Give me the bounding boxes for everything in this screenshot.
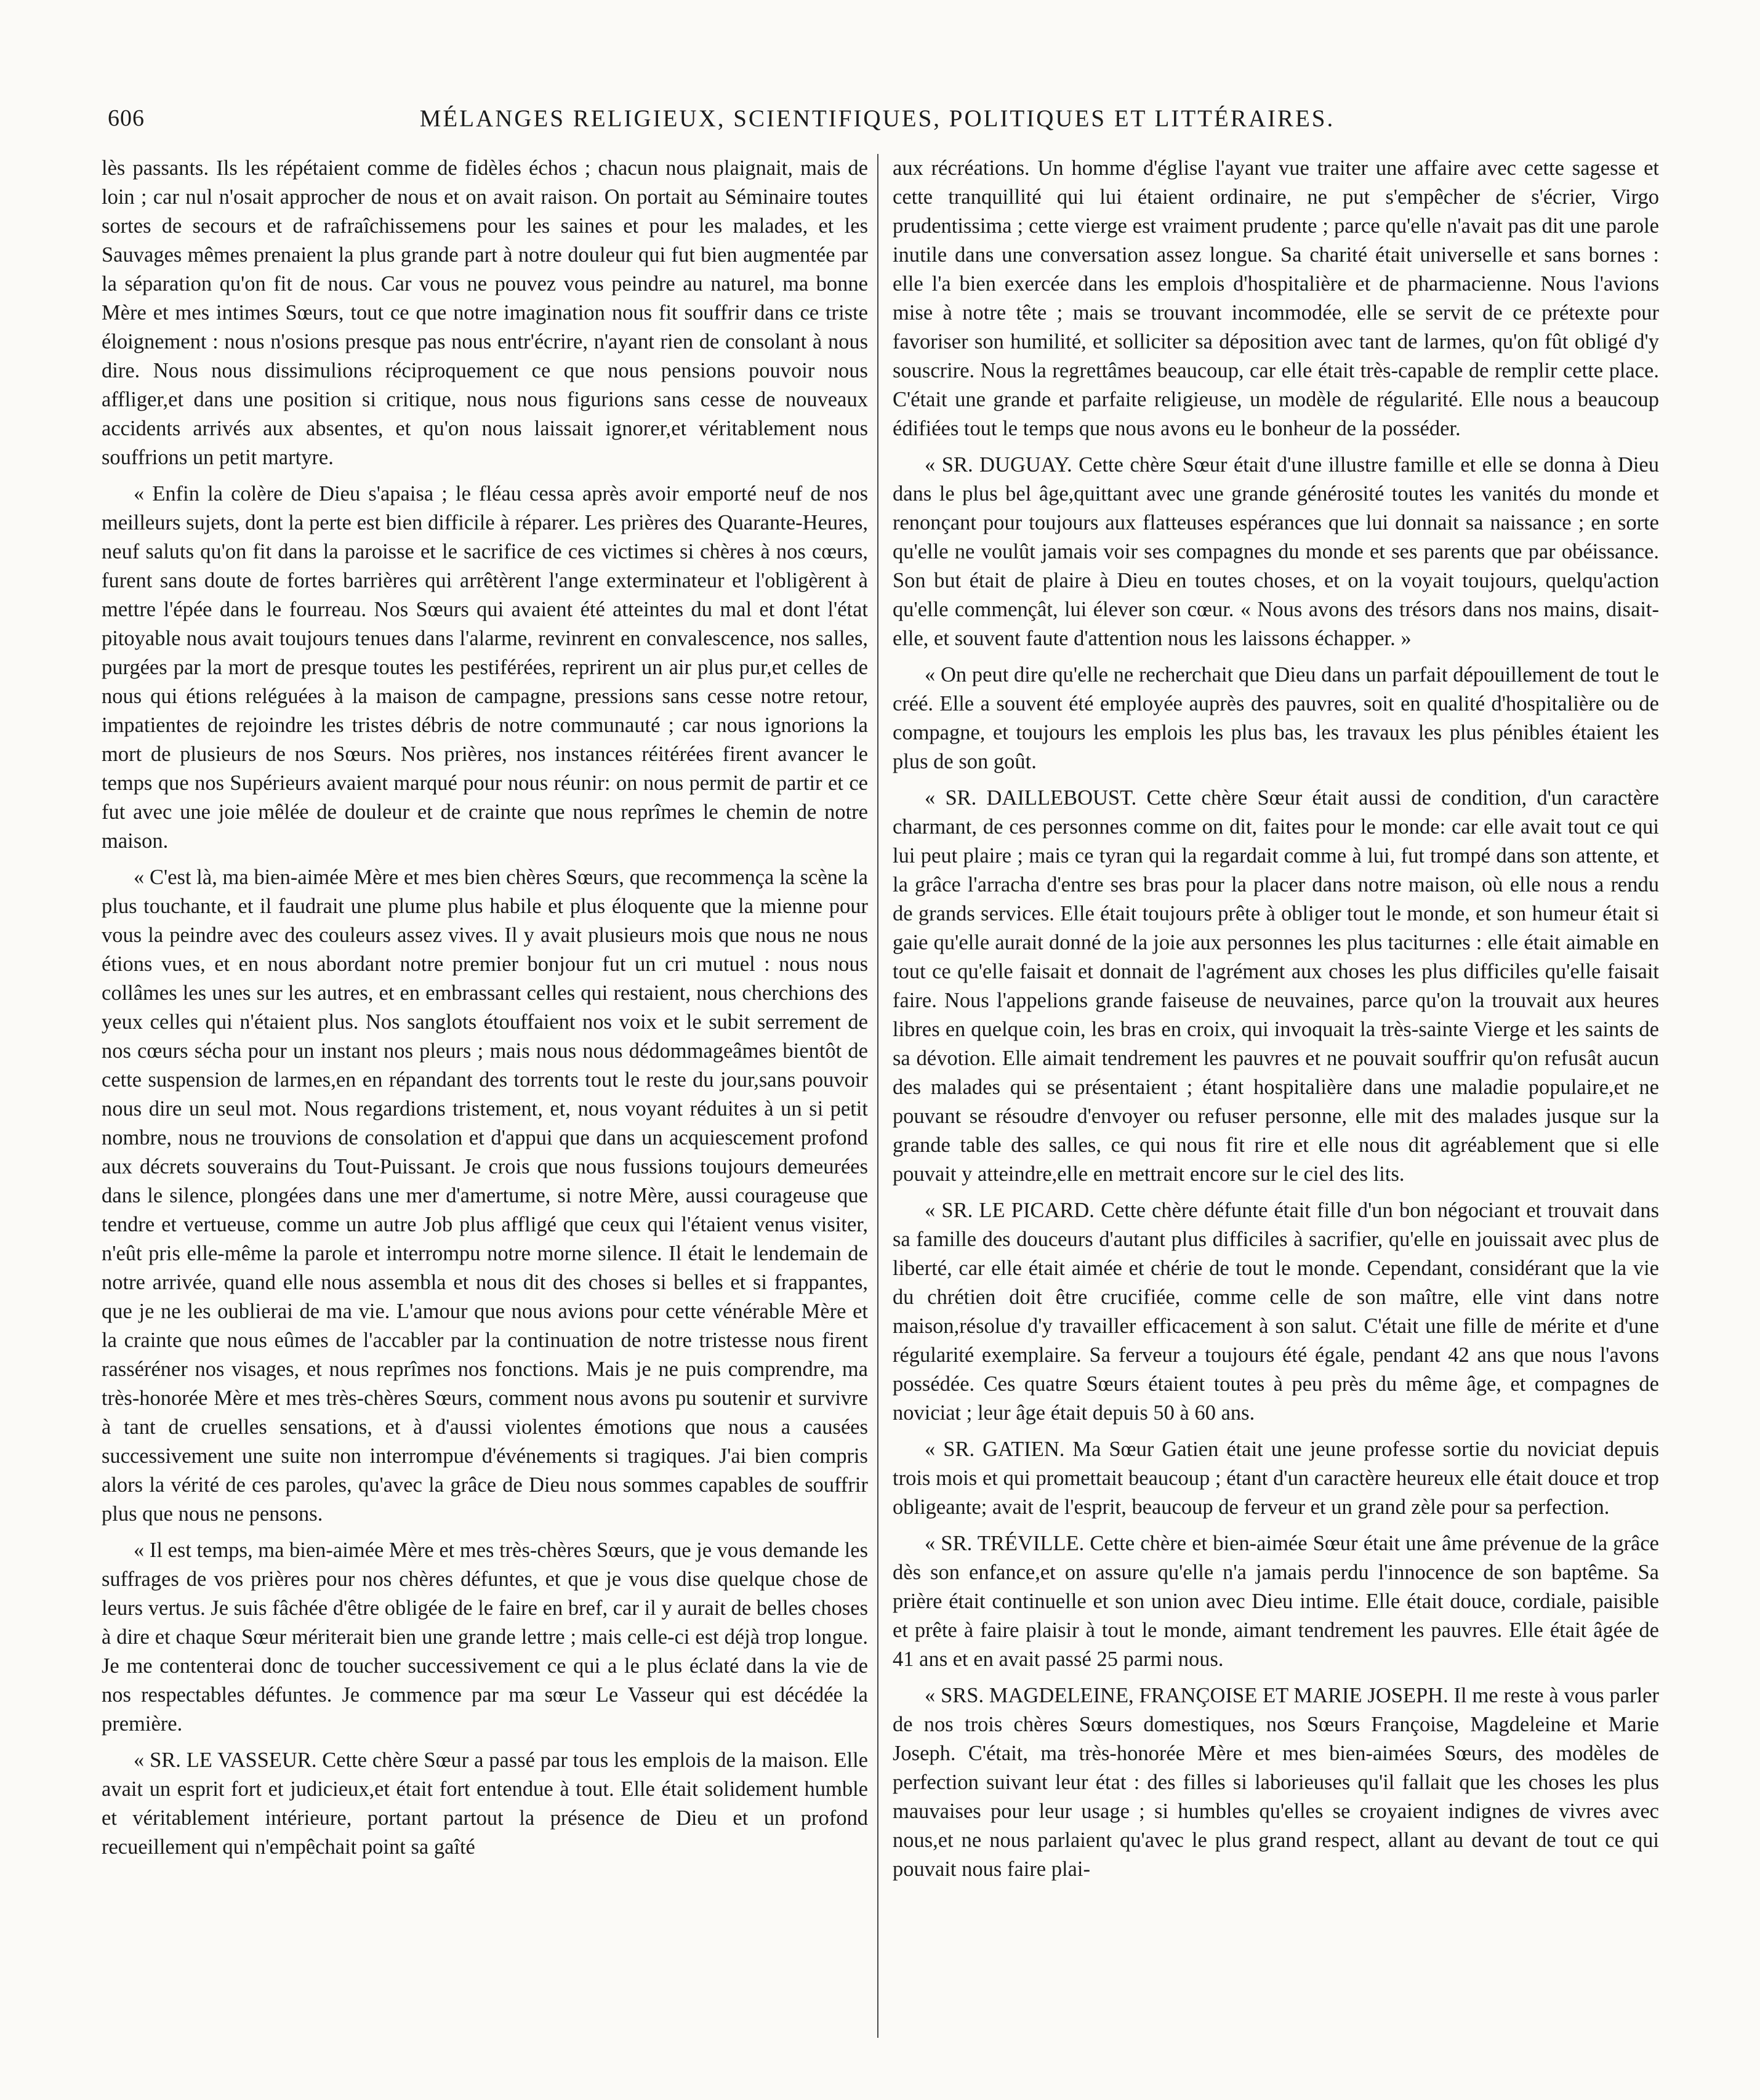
paragraph: « Enfin la colère de Dieu s'apaisa ; le fléau cessa après avoir emporté neuf de nos meilleurs sujets, dont la perte est bien difficile à réparer. Les prières des Quarante-Heures, neuf saluts qu'on fit dans la paroisse et le sacrifice de ces victimes si chères à nos cœurs, furent sans doute de fortes barrières qui arrêtèrent l'ange exterminateur et l'obligèrent à mettre l'épée dans le fourreau. Nos Sœurs qui avaient été atteintes du mal et dont l'état pitoyable nous avait toujours tenues dans l'alarme, revinrent en convalescence, nos salles, purgées par la mort de presque toutes les pestiférées, reprirent un air plus pur,et celles de nous qui étions reléguées à la maison de campagne, pressions sans cesse notre retour, impatientes de rejoindre les tristes débris de notre communauté ; car nous ignorions la mort de plusieurs de nos Sœurs. Nos prières, nos instances réitérées firent avancer le temps que nos Supérieurs avaient marqué pour nous réunir: on nous permit de partir et ce fut avec une joie mêlée de douleur et de crainte que nous reprîmes le chemin de notre maison.: [102, 482, 868, 853]
paragraph: lès passants. Ils les répétaient comme de fidèles échos ; chacun nous plaignait, mais de loin ; car nul n'osait approcher de nous et on avait raison. On portait au Séminaire toutes sortes de secours et de rafraîchissemens pour les saines et pour les malades, et les Sauvages mêmes prenaient la plus grande part à notre douleur qui fut bien augmentée par la séparation qu'on fit de nous. Car vous ne pouvez vous peindre au naturel, ma bonne Mère et mes intimes Sœurs, tout ce que notre imagination nous fit souffrir dans ce triste éloignement : nous n'osions presque pas nous entr'écrire, n'ayant rien de consolant à nous dire. Nous nous dissimulions réciproquement ce que nous pensions pouvoir nous affliger,et dans une position si critique, nous nous figurions sans cesse de nouveaux accidents arrivés aux absentes, et qu'on nous laissait ignorer,et véritablement nous souffrions un petit martyre.: [102, 156, 868, 469]
paragraph: « SR. LE PICARD. Cette chère défunte était fille d'un bon négociant et trouvait dans sa famille des douceurs d'autant plus difficiles à sacrifier, qu'elle en jouissait avec plus de liberté, car elle était aimée et chérie de tout le monde. Cependant, considérant que la vie du chrétien doit être crucifiée, comme celle de son maître, elle vint dans notre maison,résolue d'y travailler efficacement à son salut. C'était une fille de mérite et d'une régularité exemplaire. Sa ferveur a toujours été égale, pendant 42 ans que nous l'avons possédée. Ces quatre Sœurs étaient toutes à peu près du même âge, et compagnes de noviciat ; leur âge était depuis 50 à 60 ans.: [893, 1199, 1659, 1425]
paragraph: « Il est temps, ma bien-aimée Mère et mes très-chères Sœurs, que je vous demande les suffrages de vos prières pour nos chères défuntes, et que je vous dise quelque chose de leurs vertus. Je suis fâchée d'être obligée de le faire en bref, car il y aurait de belles choses à dire et chaque Sœur mériterait bien une grande lettre ; mais celle-ci est déjà trop longue. Je me contenterai donc de toucher successivement ce qui a le plus éclaté dans la vie de nos respectables défuntes. Je commence par ma sœur Le Vasseur qui est décédée la première.: [102, 1539, 868, 1736]
column-divider: [877, 154, 878, 2038]
running-title: MÉLANGES RELIGIEUX, SCIENTIFIQUES, POLITIQUES ET LITTÉRAIRES.: [419, 105, 1335, 132]
paragraph: « SR. GATIEN. Ma Sœur Gatien était une jeune professe sortie du noviciat depuis trois mois et qui promettait beaucoup ; étant d'un caractère heureux elle était douce et trop obligeante; avait de l'esprit, beaucoup de ferveur et un grand zèle pour sa perfection.: [893, 1438, 1659, 1519]
page-header: [108, 105, 1647, 148]
page-number: 606: [108, 105, 145, 131]
paragraph: « SR. DAILLEBOUST. Cette chère Sœur était aussi de condition, d'un caractère charmant, de ces personnes comme on dit, faites pour le monde: car elle avait tout ce qui lui peut plaire ; mais ce tyran qui la regardait comme à lui, fut trompé dans son attente, et la grâce l'arracha d'entre ses bras pour la placer dans notre maison, où elle nous a rendu de grands services. Elle était toujours prête à obliger tout le monde, et son humeur était si gaie qu'elle aurait donné de la joie aux personnes les plus taciturnes : elle était aimable en tout ce qu'elle faisait et donnait de l'agrément aux choses les plus difficiles qu'elle faisait faire. Nous l'appelions grande faiseuse de neuvaines, parce qu'on la trouvait aux heures libres en quelque coin, les bras en croix, qui invoquait la très-sainte Vierge et les saints de sa dévotion. Elle aimait tendrement les pauvres et ne pouvait souffrir qu'on refusât aucun des malades qui se présentaient ; étant hospitalière dans une maladie populaire,et ne pouvant se résoudre d'envoyer ou refuser personne, elle mit des malades jusque sur la grande table des salles, ce qui nous fit rire et elle nous dit agréablement que si elle pouvait y atteindre,elle en mettrait encore sur le ciel des lits.: [893, 786, 1659, 1186]
right-column: [893, 154, 1659, 2062]
paragraph: « SR. TRÉVILLE. Cette chère et bien-aimée Sœur était une âme prévenue de la grâce dès son enfance,et on assure qu'elle n'a jamais perdu l'innocence de son baptême. Sa prière était continuelle et son union avec Dieu intime. Elle était douce, cordiale, paisible et prête à faire plaisir à tout le monde, aimant tendrement les pauvres. Elle était âgée de 41 ans et en avait passé 25 parmi nous.: [893, 1532, 1659, 1671]
paragraph: « SR. DUGUAY. Cette chère Sœur était d'une illustre famille et elle se donna à Dieu dans le plus bel âge,quittant avec une grande générosité toutes les vanités du monde et renonçant pour toujours aux flatteuses espérances que lui donnait sa naissance ; en sorte qu'elle ne voulût jamais voir ses compagnes du monde et ses parents que par obéissance. Son but était de plaire à Dieu en toutes choses, et on la voyait toujours, quelqu'action qu'elle commençât, lui élever son cœur. « Nous avons des trésors dans nos mains, disait-elle, et souvent faute d'attention nous les laissons échapper. »: [893, 453, 1659, 650]
paragraph: « SR. LE VASSEUR. Cette chère Sœur a passé par tous les emplois de la maison. Elle avait un esprit fort et judicieux,et était fort entendue à tout. Elle était solidement humble et véritablement intérieure, portant partout la présence de Dieu et un profond recueillement qui n'empêchait point sa gaîté: [102, 1748, 868, 1859]
paragraph: « SRS. MAGDELEINE, FRANÇOISE ET MARIE JOSEPH. Il me reste à vous parler de nos trois chères Sœurs domestiques, nos Sœurs Françoise, Magdeleine et Marie Joseph. C'était, ma très-honorée Mère et mes bien-aimées Sœurs, des modèles de perfection suivant leur état : des filles si laborieuses qu'il fallait que les choses les plus mauvaises pour leur usage ; si humbles qu'elles se croyaient indignes de vivres avec nous,et ne nous parlaient qu'avec le plus grand respect, allant au devant de tout ce qui pouvait nous faire plai-: [893, 1684, 1659, 1881]
left-column: [102, 154, 868, 2062]
paragraph: aux récréations. Un homme d'église l'ayant vue traiter une affaire avec cette sagesse et cette tranquillité qui lui étaient ordinaire, ne put s'empêcher de s'écrier, Virgo prudentissima ; cette vierge est vraiment prudente ; parce qu'elle n'avait pas dit une parole inutile dans une conversation assez longue. Sa charité était universelle et sans bornes : elle l'a bien exercée dans les emplois d'hospitalière et de pharmacienne. Nous l'avions mise à notre tête ; mais se trouvant incommodée, elle se servit de ce prétexte pour favoriser son humilité, et solliciter sa déposition avec tant de larmes, qu'on fût obligé d'y souscrire. Nous la regrettâmes beaucoup, car elle était très-capable de remplir cette place. C'était une grande et parfaite religieuse, un modèle de régularité. Elle nous a beaucoup édifiées tout le temps que nous avons eu le bonheur de la posséder.: [893, 156, 1659, 440]
paragraph: « C'est là, ma bien-aimée Mère et mes bien chères Sœurs, que recommença la scène la plus touchante, et il faudrait une plume plus habile et plus éloquente que la mienne pour vous la peindre avec des couleurs assez vives. Il y avait plusieurs mois que nous ne nous étions vues, et en nous abordant notre premier bonjour fut un cri mutuel : nous nous collâmes les unes sur les autres, et en embrassant celles qui restaient, nous cherchions des yeux celles qui n'étaient plus. Nos sanglots étouffaient nos voix et le subit serrement de nos cœurs sécha pour un instant nos pleurs ; mais nous nous dédommageâmes bientôt de cette suspension de larmes,en en répandant des torrents tout le reste du jour,sans pouvoir nous dire un seul mot. Nous regardions tristement, et, nous voyant réduites à un si petit nombre, nous ne trouvions de consolation et d'appui que dans un acquiescement profond aux décrets souverains du Tout-Puissant. Je crois que nous fussions toujours demeurées dans le silence, plongées dans une mer d'amertume, si notre Mère, aussi courageuse que tendre et vertueuse, comme un autre Job plus affligé que ceux qui l'étaient venus visiter, n'eût pris elle-même la parole et interrompu notre morne silence. Il était le lendemain de notre arrivée, quand elle nous assembla et nous dit des choses si belles et si frappantes, que je ne les oublierai de ma vie. L'amour que nous avions pour cette vénérable Mère et la crainte que nous eûmes de l'accabler par la continuation de notre tristesse nous firent rasséréner nos visages, et nous reprîmes nos fonctions. Mais je ne puis comprendre, ma très-honorée Mère et mes très-chères Sœurs, comment nous avons pu soutenir et survivre à tant de cruelles sensations, et à d'aussi violentes émotions que nous a causées successivement une suite non interrompue d'événements si tragiques. J'ai bien compris alors la vérité de ces paroles, qu'avec la grâce de Dieu nous sommes capables de souffrir plus que nous ne pensons.: [102, 866, 868, 1526]
paragraph: « On peut dire qu'elle ne recherchait que Dieu dans un parfait dépouillement de tout le créé. Elle a souvent été employée auprès des pauvres, soit en qualité d'hospitalière ou de compagne, et toujours les emplois les plus bas, les travaux les plus pénibles étaient les plus de son goût.: [893, 663, 1659, 773]
